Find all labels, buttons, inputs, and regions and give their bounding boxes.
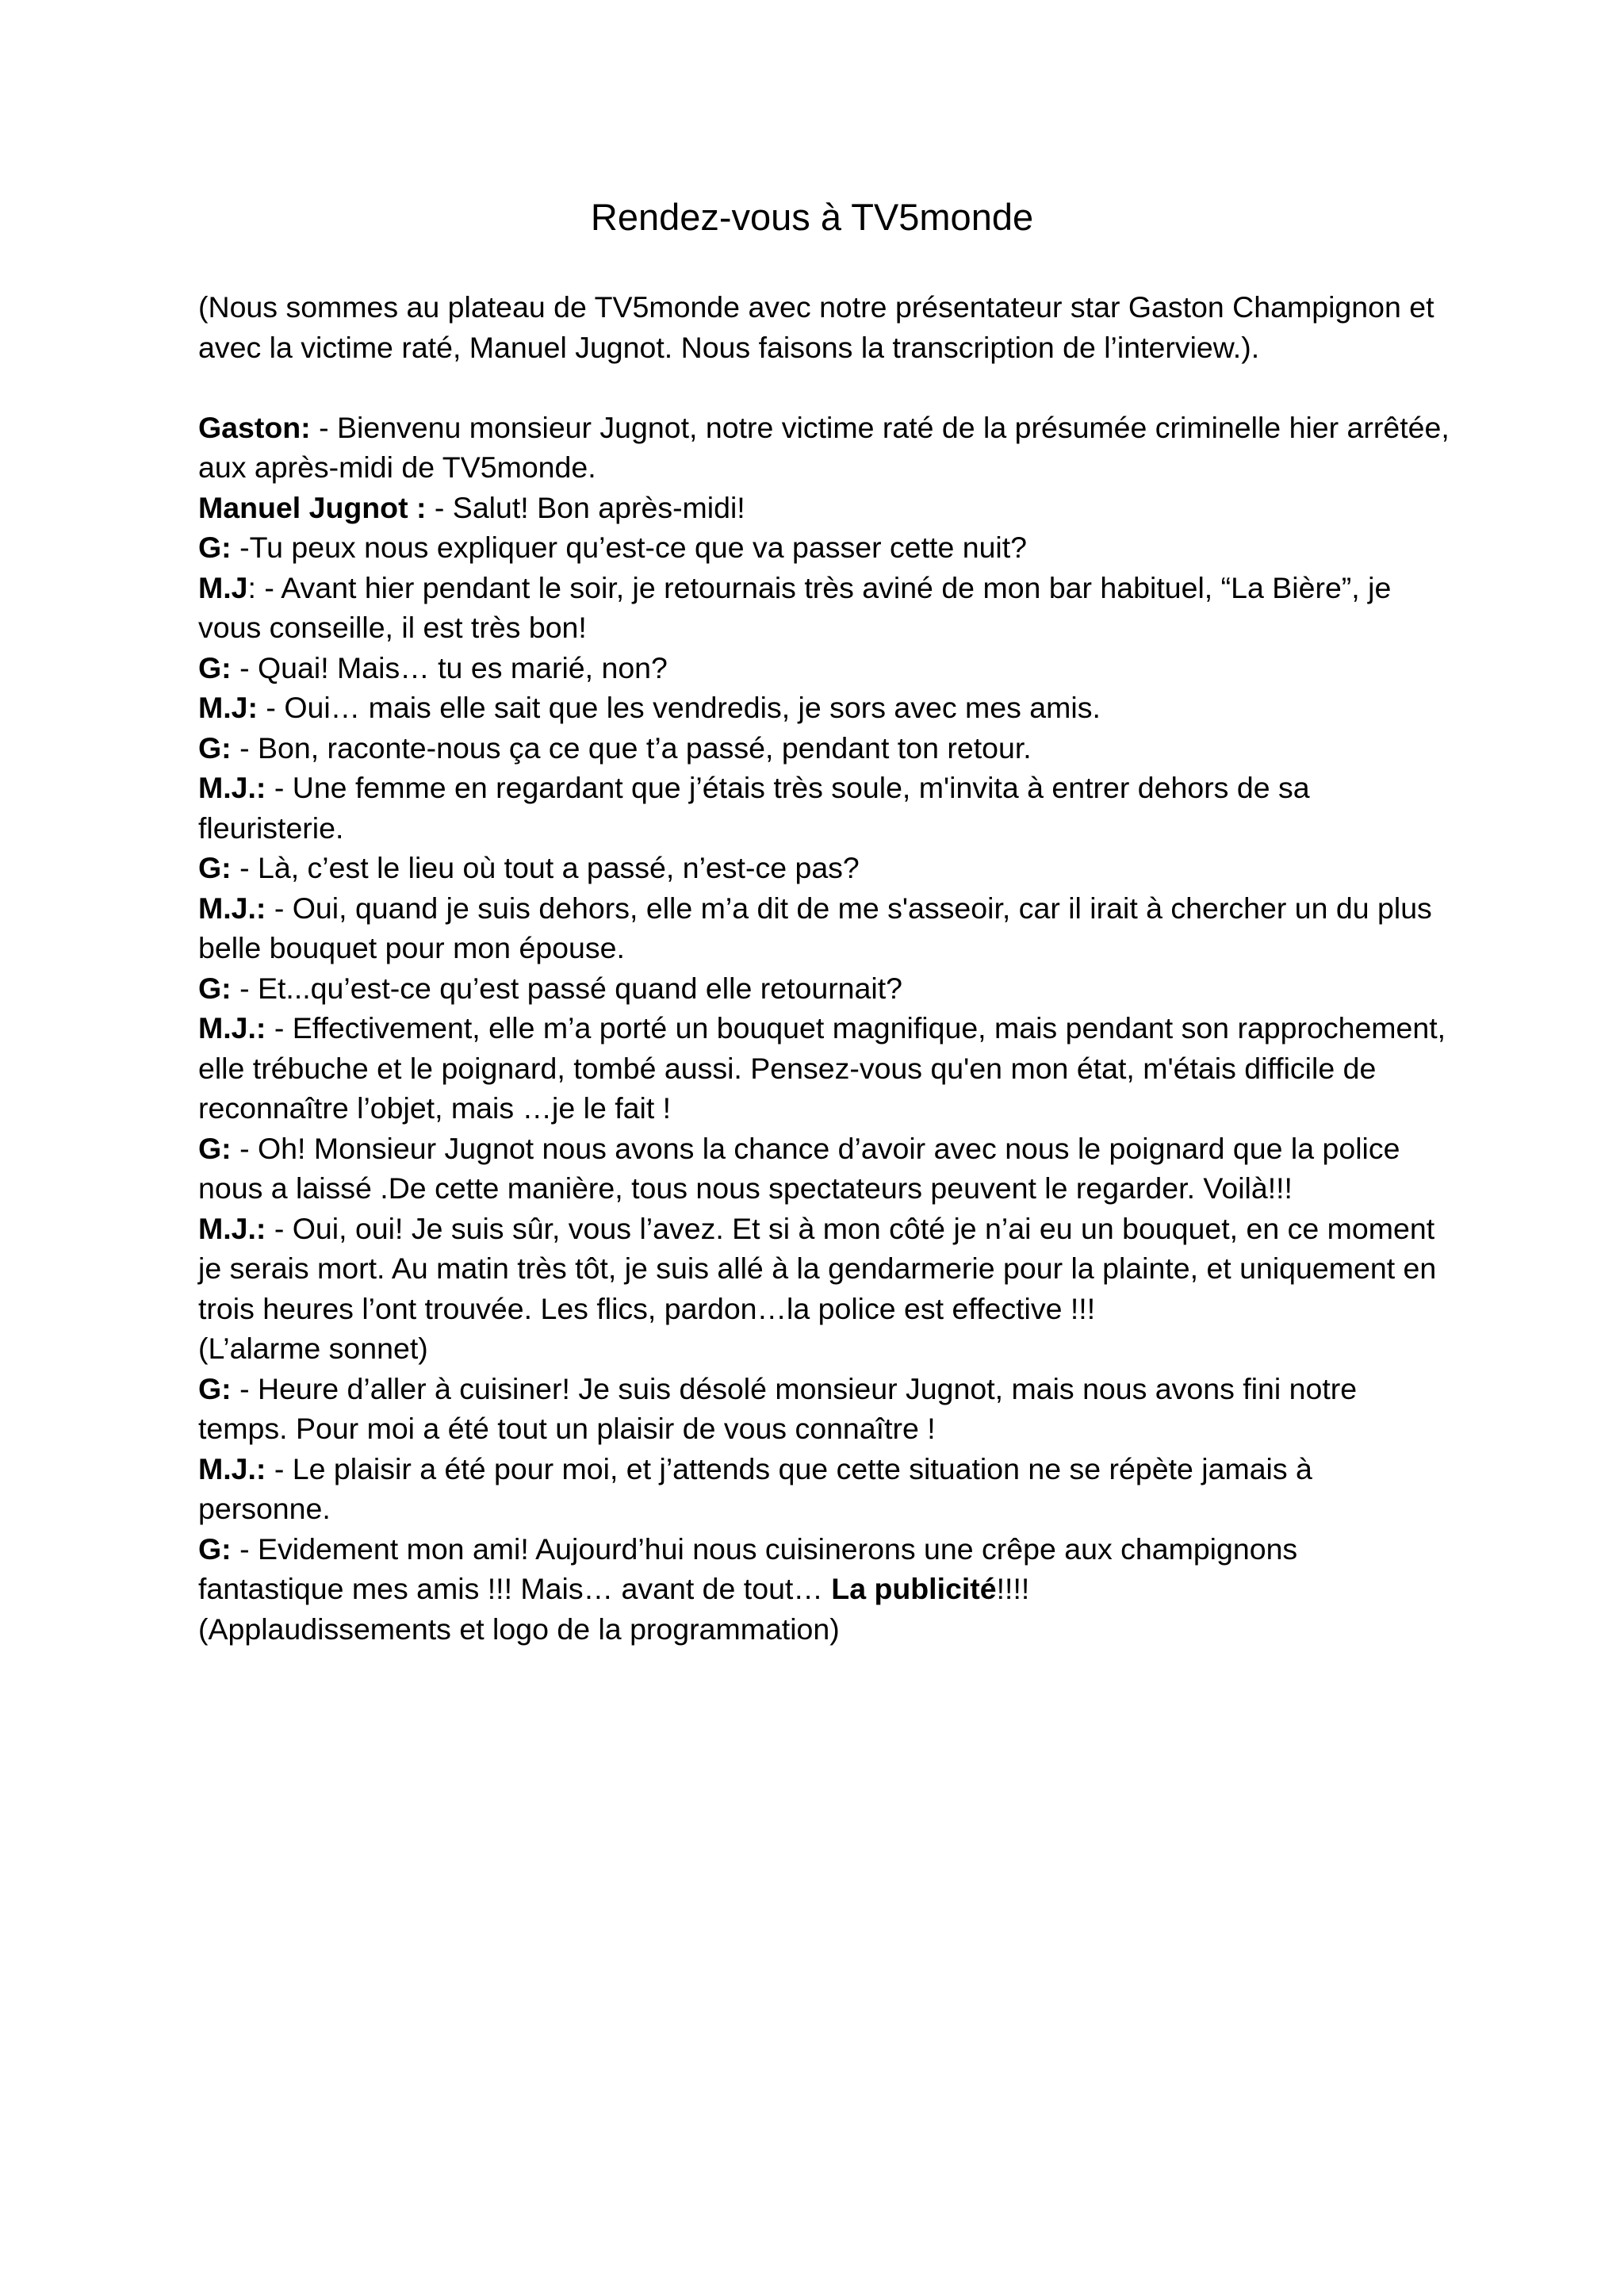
closing-stage-direction: (Applaudissements et logo de la programmation) xyxy=(198,1612,840,1646)
dialogue-line xyxy=(198,848,1451,888)
dialogue-text: - Evidement mon ami! Aujourd’hui nous cuisinerons une crêpe aux champignons fantastique mes amis !!! Mais… avant de tout… xyxy=(198,1531,1298,1605)
dialogue-text: - Salut! Bon après-midi! xyxy=(426,490,745,524)
speaker-label: G: xyxy=(198,851,232,884)
speaker-label: G: xyxy=(198,730,232,765)
stage-direction-text: (L’alarme sonnet) xyxy=(198,1332,428,1365)
dialogue-line xyxy=(198,408,1451,488)
speaker-label: Gaston: xyxy=(198,410,311,444)
dialogue-text: - Et...qu’est-ce qu’est passé quand elle retournait? xyxy=(231,971,903,1005)
dialogue-line xyxy=(198,688,1451,728)
dialogue-text: - Bon, raconte-nous ça ce que t’a passé, pendant ton retour. xyxy=(231,730,1032,765)
speaker-label: G: xyxy=(198,1371,232,1405)
dialogue xyxy=(198,408,1451,1650)
dialogue-text: -Tu peux nous expliquer qu’est-ce que va passer cette nuit? xyxy=(231,531,1028,564)
stage-direction xyxy=(198,1328,1451,1369)
dialogue-text: - Effectivement, elle m’a porté un bouquet magnifique, mais pendant son rapprochement, elle trébuche et le poignard, tombé aussi. Pensez-vous qu'en mon état, m'étais difficile de reconnaître l’objet, mais …je le fait ! xyxy=(198,1011,1446,1125)
speaker-label: M.J.: xyxy=(198,1451,266,1485)
speaker-label: G: xyxy=(198,531,232,564)
dialogue-line xyxy=(198,1008,1451,1129)
dialogue-text: - Heure d’aller à cuisiner! Je suis désolé monsieur Jugnot, mais nous avons fini notre temps. Pour moi a été tout un plaisir de vous connaître ! xyxy=(198,1371,1358,1445)
speaker-label: G: xyxy=(198,1531,232,1566)
dialogue-text: - Oui, quand je suis dehors, elle m’a dit de me s'asseoir, car il irait à chercher un du plus belle bouquet pour mon épouse. xyxy=(198,891,1432,964)
dialogue-text: - Oh! Monsieur Jugnot nous avons la chance d’avoir avec nous le poignard que la police nous a laissé .De cette manière, tous nous spectateurs peuvent le regarder. Voilà!!! xyxy=(198,1131,1400,1205)
dialogue-text: - Une femme en regardant que j’étais très soule, m'invita à entrer dehors de sa fleuristerie. xyxy=(198,771,1310,845)
dialogue-text: - Là, c’est le lieu où tout a passé, n’est-ce pas? xyxy=(231,851,860,884)
dialogue-line xyxy=(198,1449,1451,1529)
dialogue-line xyxy=(198,1209,1451,1329)
speaker-label: G: xyxy=(198,971,232,1005)
dialogue-line xyxy=(198,568,1451,648)
document-title: Rendez-vous à TV5monde xyxy=(590,196,1034,238)
speaker-label: Manuel Jugnot : xyxy=(198,490,427,524)
document-body xyxy=(198,287,1451,1649)
dialogue-text: - Bienvenu monsieur Jugnot, notre victime raté de la présumée criminelle hier arrêtée, aux après-midi de TV5monde. xyxy=(198,410,1450,484)
speaker-label: G: xyxy=(198,650,232,684)
emphasis-text: La publicité xyxy=(831,1572,997,1605)
dialogue-line xyxy=(198,768,1451,848)
dialogue-line-final xyxy=(198,1529,1451,1609)
speaker-label: M.J: xyxy=(198,691,258,724)
speaker-label: G: xyxy=(198,1131,232,1165)
dialogue-text: - Le plaisir a été pour moi, et j’attends que cette situation ne se répète jamais à personne. xyxy=(198,1451,1312,1525)
speaker-label: M.J.: xyxy=(198,771,266,804)
dialogue-line xyxy=(198,648,1451,688)
speaker-label: M.J.: xyxy=(198,891,266,925)
dialogue-line xyxy=(198,968,1451,1009)
dialogue-line xyxy=(198,1369,1451,1449)
dialogue-text: : - Avant hier pendant le soir, je retournais très aviné de mon bar habituel, “La Bière”, je vous conseille, il est très bon! xyxy=(198,570,1392,644)
intro-paragraph: (Nous sommes au plateau de TV5monde avec notre présentateur star Gaston Champignon et avec la victime raté, Manuel Jugnot. Nous faisons la transcription de l’interview.). xyxy=(198,290,1434,364)
speaker-label: M.J xyxy=(198,570,248,604)
speaker-label: M.J.: xyxy=(198,1011,266,1045)
dialogue-text: - Oui, oui! Je suis sûr, vous l’avez. Et si à mon côté je n’ai eu un bouquet, en ce moment je serais mort. Au matin très tôt, je suis allé à la gendarmerie pour la plainte, et uniquement en trois heures l’ont trouvée. Les flics, pardon…la police est effective !!! xyxy=(198,1211,1437,1325)
dialogue-text: - Oui… mais elle sait que les vendredis, je sors avec mes amis. xyxy=(258,691,1101,724)
dialogue-line xyxy=(198,527,1451,568)
dialogue-text-end: !!!! xyxy=(996,1572,1030,1605)
dialogue-line xyxy=(198,888,1451,968)
dialogue-text: - Quai! Mais… tu es marié, non? xyxy=(231,650,668,684)
dialogue-line xyxy=(198,1129,1451,1209)
dialogue-line xyxy=(198,728,1451,769)
dialogue-line xyxy=(198,488,1451,528)
speaker-label: M.J.: xyxy=(198,1211,266,1245)
